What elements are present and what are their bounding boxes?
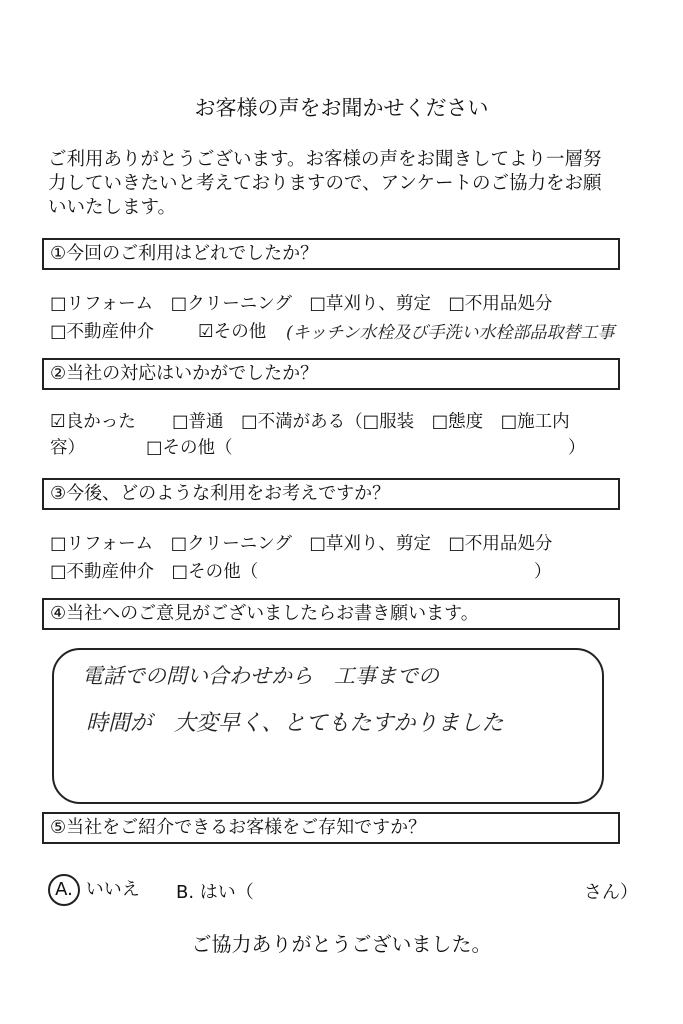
footer-thanks: ご協力ありがとうございました。 [191,932,492,956]
q1-option-other-checked[interactable]: ☑その他 [198,322,267,342]
q2-options-row-1[interactable]: □普通 □不満がある（□服装 □態度 □施工内 [172,412,570,432]
question-2-text: ②当社の対応はいかがでしたか？ [50,363,319,384]
q1-options-row-1[interactable]: □リフォーム □クリーニング □草刈り、剪定 □不用品処分 [50,294,553,314]
intro-line-3: いいたします。 [48,197,177,218]
q3-other-close: ） [534,562,552,582]
q1-handwritten-other: (キッチン水栓及び手洗い水栓部品取替工事 [286,323,615,343]
question-5-box [42,812,620,844]
q2-option-other[interactable]: □その他（ [146,438,233,458]
q3-options-row-2[interactable]: □不動産仲介 □その他（ [50,562,259,582]
question-3-box [42,478,620,510]
q2-row-2-cont: 容） [50,438,85,458]
question-3-text: ③今後、どのような利用をお考えですか？ [50,483,391,504]
q5-answer-a-text: いいえ [85,879,140,900]
q3-options-row-1[interactable]: □リフォーム □クリーニング □草刈り、剪定 □不用品処分 [50,534,553,554]
question-4-text: ④当社へのご意見がございましたらお書き願います。 [50,603,479,624]
q4-handwritten-line-1: 電話での問い合わせから 工事までの [82,664,439,688]
q2-option-good-checked[interactable]: ☑良かった [50,412,136,432]
q2-other-close: ） [568,438,586,458]
intro-line-2: 力していきたいと考えておりますので、アンケートのご協力をお願 [48,173,602,194]
page-title: お客様の声をお聞かせください [194,96,489,120]
question-5-text: ⑤当社をご紹介できるお客様をご存知ですか？ [50,817,427,838]
q4-handwritten-line-2: 時間が 大変早く、とてもたすかりました [86,711,504,736]
question-2-box [42,358,620,390]
q1-option-real-estate[interactable]: □不動産仲介 [50,322,155,342]
question-1-box [42,238,620,270]
q5-answer-a[interactable] [52,874,140,906]
intro-line-1: ご利用ありがとうございます。お客様の声をお聞きしてより一層努 [48,149,602,170]
q5-answer-b[interactable]: B. はい（ [176,882,254,903]
q5-answer-b-suffix: さん） [584,882,638,903]
q5-answer-a-circle: A. [48,874,80,906]
question-1-text: ①今回のご利用はどれでしたか？ [50,243,319,264]
question-4-box [42,598,620,630]
